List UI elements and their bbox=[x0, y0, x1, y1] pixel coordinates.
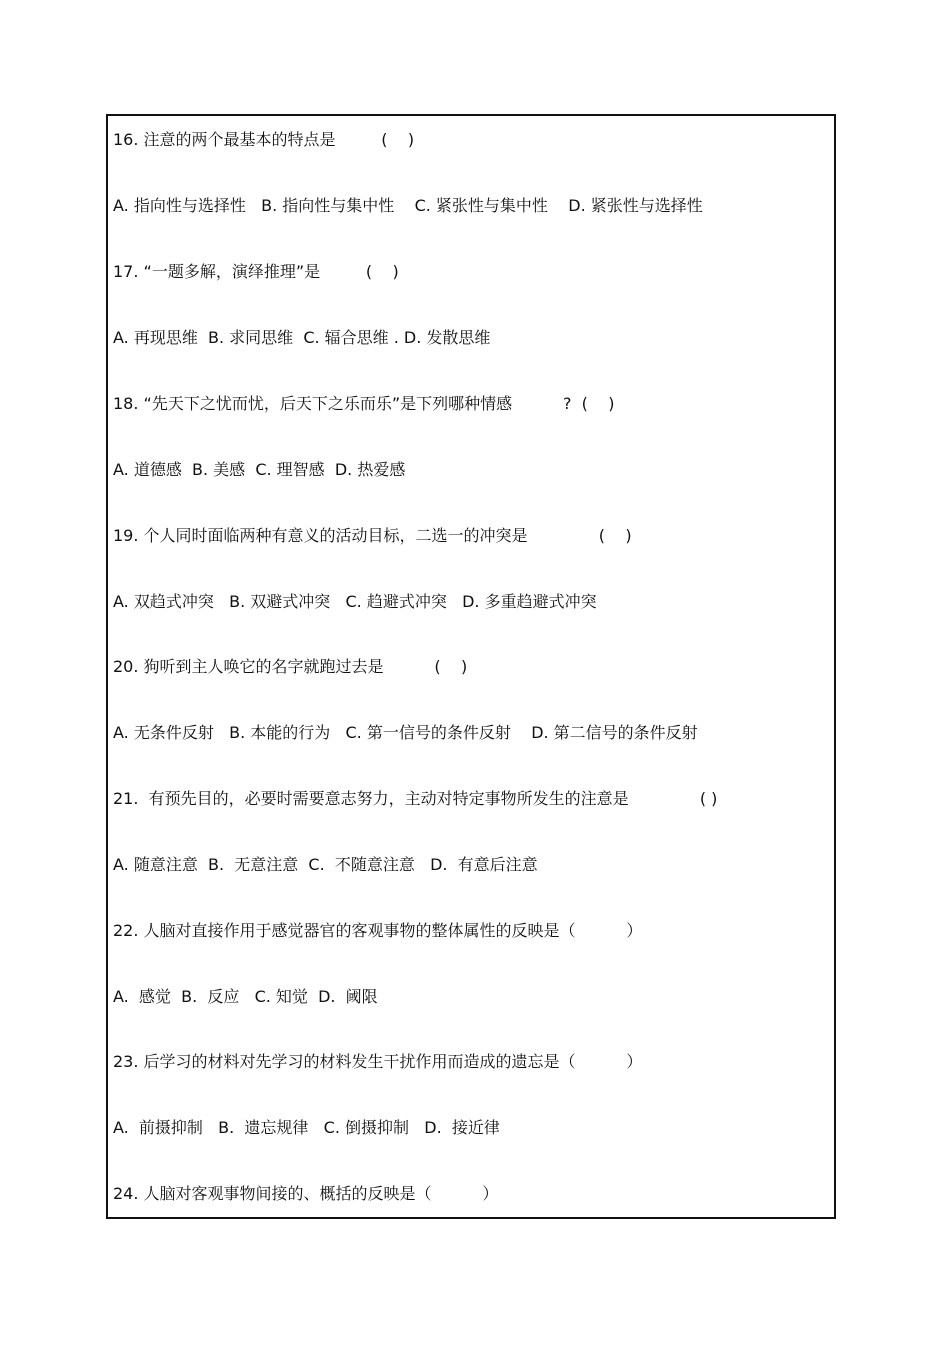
options-20: A. 无条件反射 B. 本能的行为 C. 第一信号的条件反射 D. 第二信号的条件反射 bbox=[113, 723, 698, 742]
question-20: 20. 狗听到主人唤它的名字就跑过去是 ( ) bbox=[113, 657, 468, 676]
options-21: A. 随意注意 B. 无意注意 C. 不随意注意 D. 有意后注意 bbox=[113, 855, 538, 874]
question-22: 22. 人脑对直接作用于感觉器官的客观事物的整体属性的反映是（ ） bbox=[113, 921, 643, 940]
question-19: 19. 个人同时面临两种有意义的活动目标，二选一的冲突是 ( ) bbox=[113, 526, 632, 545]
options-18: A. 道德感 B. 美感 C. 理智感 D. 热爱感 bbox=[113, 460, 406, 479]
question-21: 21. 有预先目的，必要时需要意志努力，主动对特定事物所发生的注意是 ( ) bbox=[113, 789, 718, 808]
question-23: 23. 后学习的材料对先学习的材料发生干扰作用而造成的遗忘是（ ） bbox=[113, 1052, 643, 1071]
question-18: 18. “先天下之忧而忧，后天下之乐而乐”是下列哪种情感 ? ( ) bbox=[113, 394, 615, 413]
options-19: A. 双趋式冲突 B. 双避式冲突 C. 趋避式冲突 D. 多重趋避式冲突 bbox=[113, 592, 597, 611]
options-16: A. 指向性与选择性 B. 指向性与集中性 C. 紧张性与集中性 D. 紧张性与选择性 bbox=[113, 196, 703, 215]
options-17: A. 再现思维 B. 求同思维 C. 辐合思维 . D. 发散思维 bbox=[113, 328, 491, 347]
question-24: 24. 人脑对客观事物间接的、概括的反映是（ ） bbox=[113, 1184, 499, 1203]
options-22: A. 感觉 B. 反应 C. 知觉 D. 阈限 bbox=[113, 987, 378, 1006]
question-17: 17. “一题多解，演绎推理”是 ( ) bbox=[113, 262, 399, 281]
options-23: A. 前摄抑制 B. 遗忘规律 C. 倒摄抑制 D. 接近律 bbox=[113, 1118, 500, 1137]
question-16: 16. 注意的两个最基本的特点是 ( ) bbox=[113, 130, 415, 149]
